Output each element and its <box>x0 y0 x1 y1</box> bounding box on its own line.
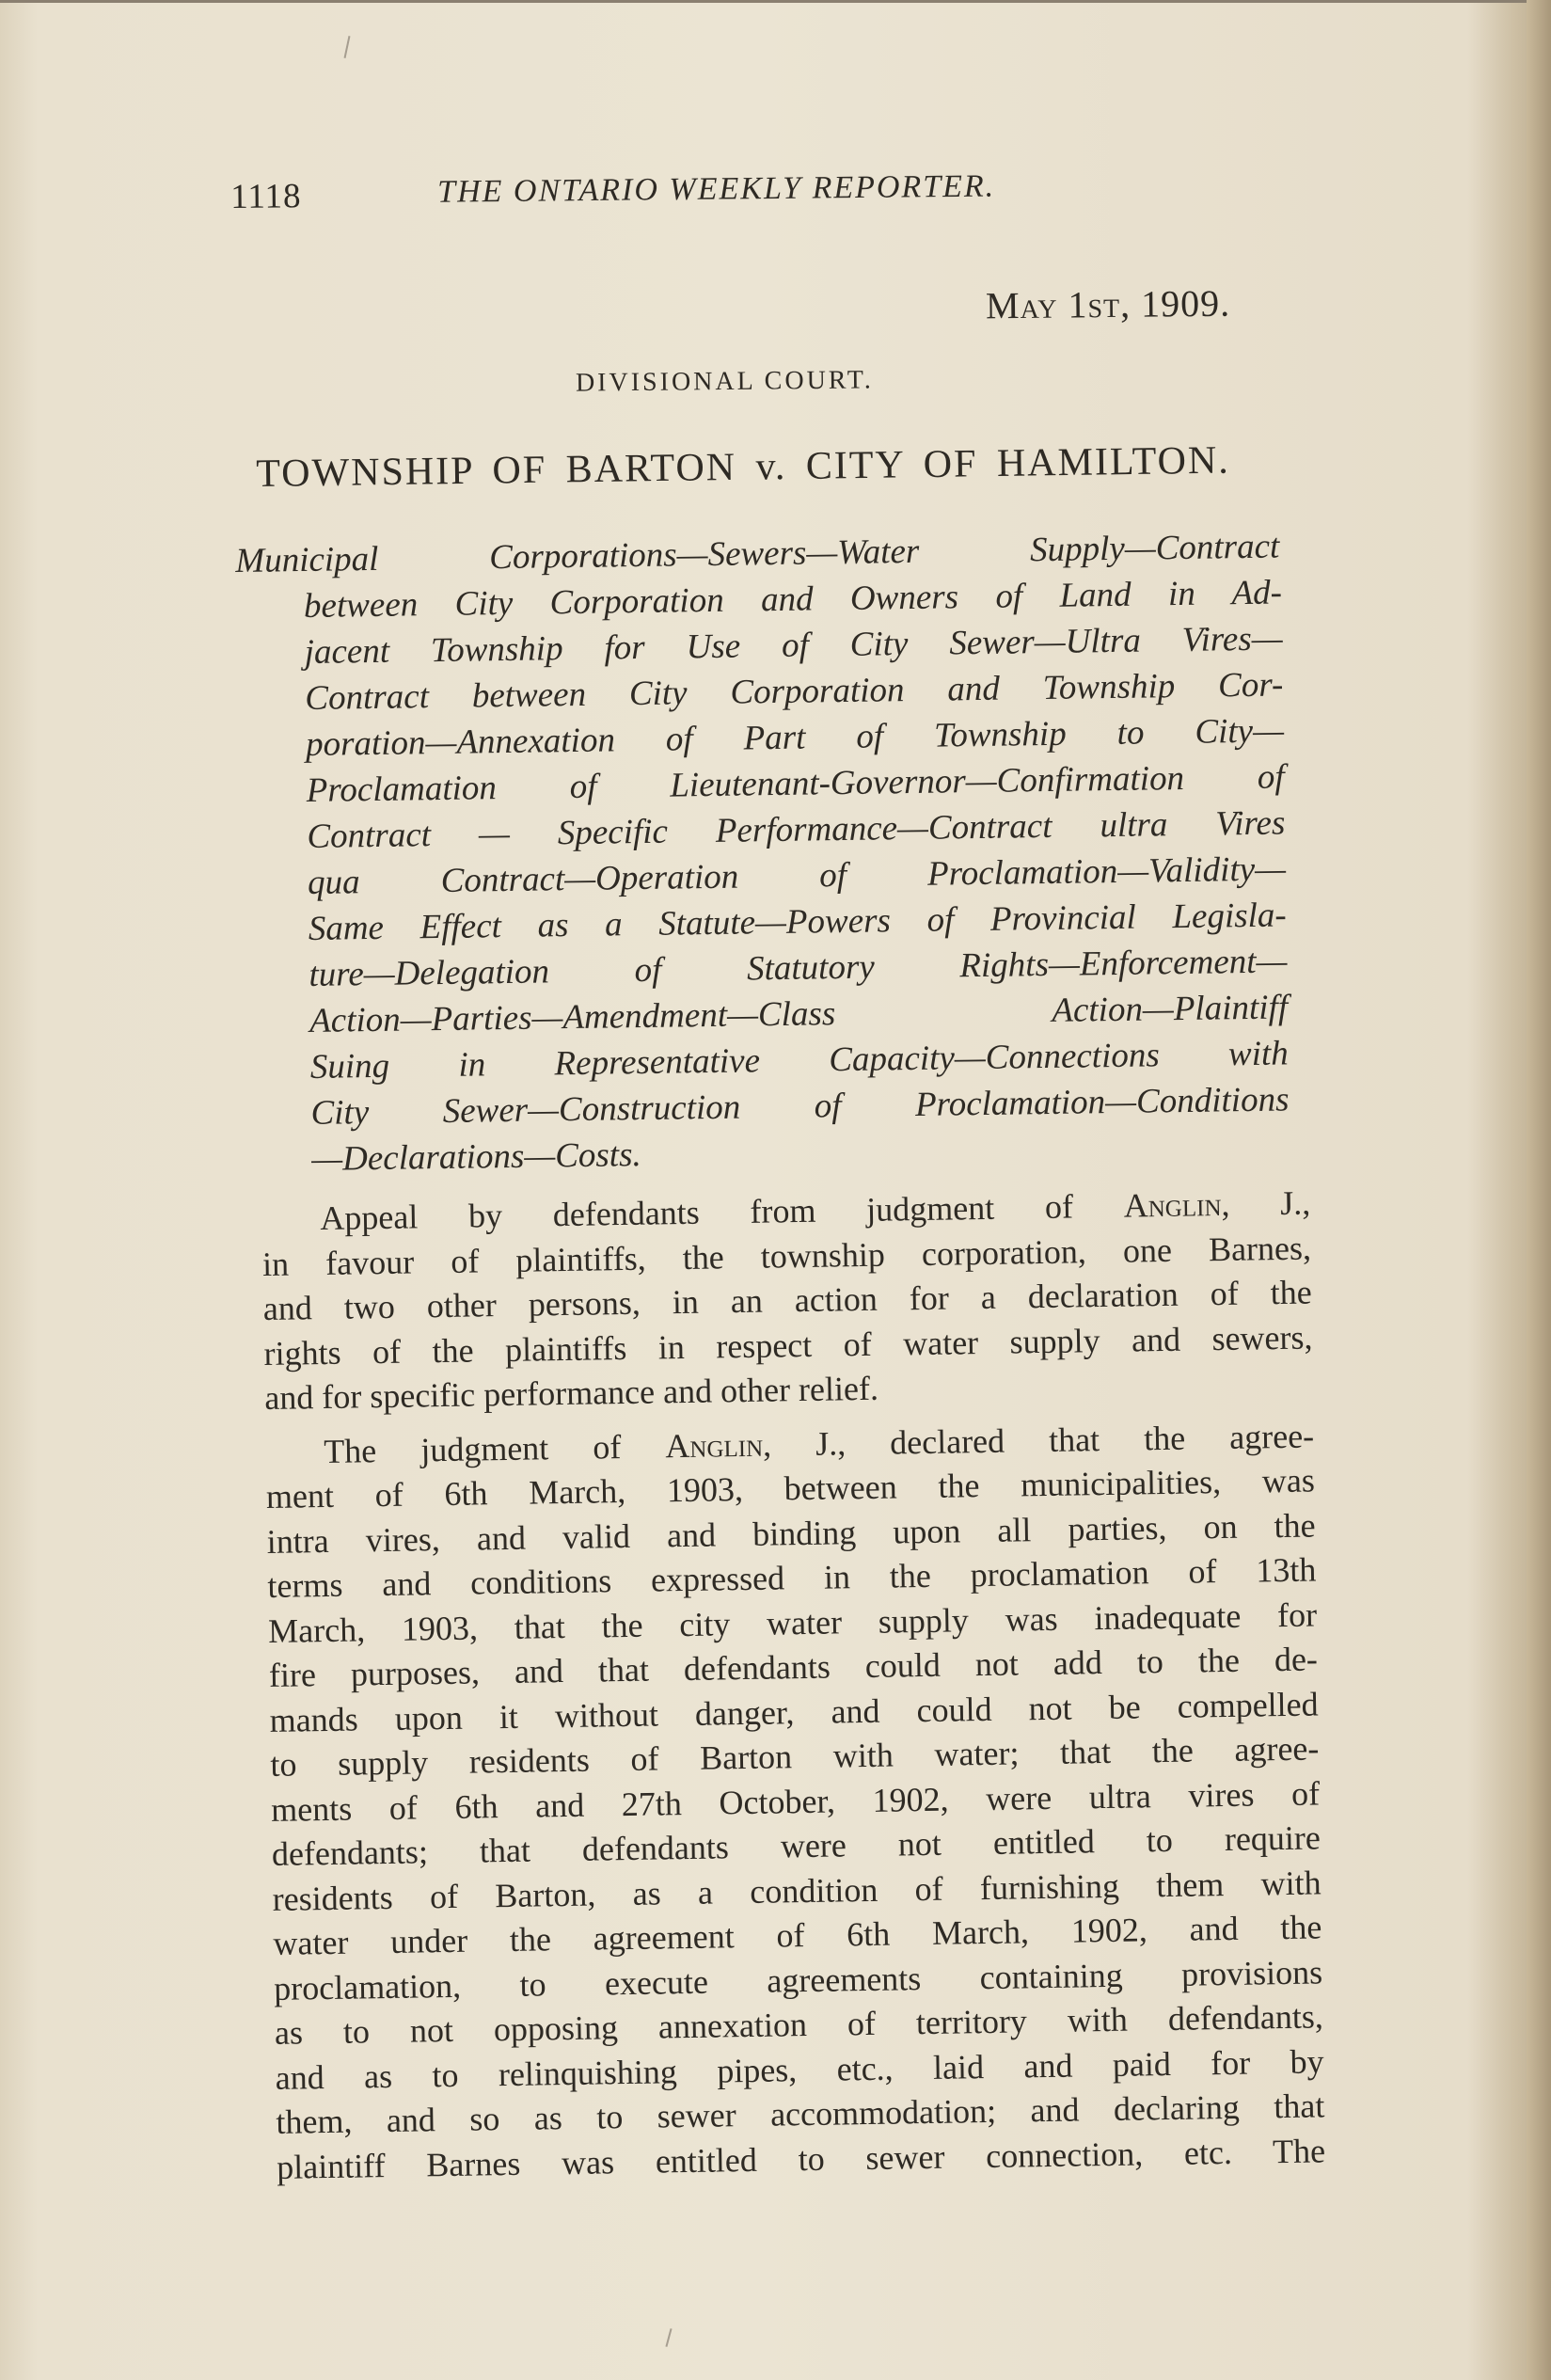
ink-mark <box>344 36 351 58</box>
paragraph-line: defendants; that defendants were not entitled to require <box>271 1818 1322 1873</box>
paragraph-line: and two other persons, in an action for a declaration of the <box>262 1273 1313 1327</box>
headnote-line: Suing in Representative Capacity—Connections with <box>309 1034 1290 1087</box>
paragraph-line: intra vires, and valid and binding upon all parties, on the <box>266 1505 1316 1561</box>
paragraph-line: residents of Barton, as a condition of furnishing them with <box>272 1863 1322 1918</box>
page-binding-edge <box>1527 0 1551 2380</box>
ink-mark <box>665 2328 672 2347</box>
headnote-line: between City Corporation and Owners of Land in Ad- <box>303 573 1283 626</box>
judge-name: Anglin <box>1123 1184 1222 1225</box>
headnote-line: —Declarations—Costs. <box>310 1135 641 1179</box>
paragraph-line: ments of 6th and 27th October, 1902, were ultra vires of <box>270 1773 1321 1829</box>
headnote-line: Same Effect as a Statute—Powers of Provincial Legisla- <box>308 896 1287 948</box>
paragraph-line: mands upon it without danger, and could not be compelled <box>269 1684 1319 1739</box>
page-number: 1118 <box>230 177 302 216</box>
headnote-line: Proclamation of Lieutenant-Governor—Confirmation of <box>306 757 1285 810</box>
paragraph-line: them, and so as to sewer accommodation; and declaring that <box>276 2086 1325 2141</box>
paragraph-line: ment of 6th March, 1903, between the municipalities, was <box>265 1461 1316 1515</box>
body-text <box>261 1181 1325 2189</box>
paragraph-line: terms and conditions expressed in the proclamation of 13th <box>267 1550 1317 1605</box>
headnote-line: Action—Parties—Amendment—Class Action—Plaintiff <box>309 988 1289 1040</box>
headnote-line: qua Contract—Operation of Proclamation—Validity— <box>307 849 1287 902</box>
paragraph-line: rights of the plaintiffs in respect of water supply and sewers, <box>263 1317 1313 1372</box>
paragraph-line: to supply residents of Barton with water; that the agree- <box>270 1729 1320 1784</box>
running-title: THE ONTARIO WEEKLY REPORTER. <box>436 168 996 210</box>
paragraph-line: Appeal by defendants from judgment of Anglin, J., <box>320 1183 1311 1238</box>
paragraph-line: The judgment of Anglin, J., declared that the agree- <box>323 1416 1315 1470</box>
paragraph-line: March, 1903, that the city water supply was inadequate for <box>267 1595 1318 1650</box>
court-name: DIVISIONAL COURT. <box>575 365 875 398</box>
headnote-line: City Sewer—Construction of Proclamation—Conditions <box>310 1080 1290 1133</box>
paragraph-line: in favour of plaintiffs, the township corporation, one Barnes, <box>261 1228 1312 1283</box>
headnote-line: ture—Delegation of Statutory Rights—Enforcement— <box>309 942 1288 994</box>
paragraph-line: as to not opposing annexation of territory with defendants, <box>274 1997 1324 2052</box>
page-header <box>230 166 1294 233</box>
judge-name: Anglin <box>665 1425 764 1465</box>
decision-date: May 1st, 1909. <box>985 281 1231 327</box>
headnote-line: jacent Township for Use of City Sewer—Ultra Vires— <box>304 619 1283 672</box>
headnote <box>235 523 1306 1183</box>
headnote-line: Contract — Specific Performance—Contract ultra Vires <box>307 803 1286 856</box>
case-title: TOWNSHIP OF BARTON v. CITY OF HAMILTON. <box>256 438 1231 496</box>
paragraph-line: and as to relinquishing pipes, etc., laid and paid for by <box>275 2041 1324 2097</box>
headnote-line: Municipal Corporations—Sewers—Water Supply—Contract <box>235 527 1280 580</box>
paragraph-line: proclamation, to execute agreements containing provisions <box>273 1952 1323 2007</box>
headnote-line: Contract between City Corporation and Township Cor- <box>305 665 1284 718</box>
paragraph-line: and for specific performance and other relief. <box>264 1369 879 1417</box>
paragraph-line: water under the agreement of 6th March, 1902, and the <box>273 1908 1322 1962</box>
page-top-edge <box>0 0 1551 3</box>
paragraph-line: plaintiff Barnes was entitled to sewer connection, etc. The <box>276 2131 1326 2186</box>
headnote-line: poration—Annexation of Part of Township to City— <box>305 711 1285 764</box>
paragraph-line: fire purposes, and that defendants could not add to the de- <box>268 1640 1319 1694</box>
